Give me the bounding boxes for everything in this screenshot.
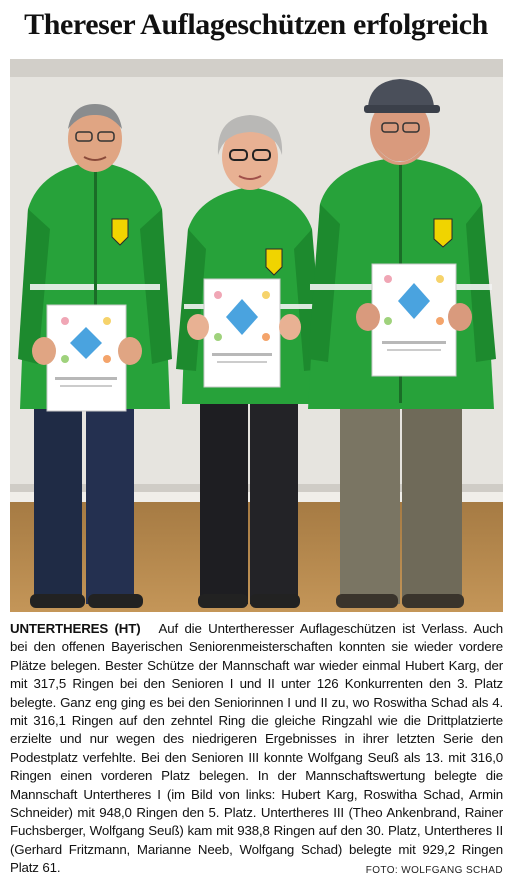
team-photo bbox=[10, 59, 503, 612]
article-paragraph bbox=[10, 620, 503, 878]
article-body: Auf die Untertheresser Auflageschützen ist Verlass. Auch bei den offenen Bayerischen Seniorenmeisterschaften konnten sie wieder vordere Plätze belegen. Bester Schütze der Mannschaft war wieder einmal Hubert Karg, der mit 317,5 Ringen bei den Senioren I und II unter 126 Konkurrenten den 3. Platz belegte. Ganz eng ging es bei den Seniorinnen I und II zu, wo Roswitha Schad als 4. mit 316,1 Ringen auf den zehntel Ring die gleiche Ringzahl wie die Drittplatzierte erzielte und nur wegen des niedrigeren Ergebnisses in ihrer letzten Serie den Podestplatz verfehlte. Bei den Senioren III konnte Wolfgang Seuß als 13. mit 316,0 Ringen einen vorderen Platz belegen. In der Mannschaftswertung belegte die Mannschaft Untertheres I (im Bild von links: Hubert Karg, Roswitha Schad, Armin Schneider) mit 948,0 Ringen den 5. Platz. Untertheres III (Theo Ankenbrand, Rainer Fuchsberger, Wolfgang Seuß) kam mit 938,8 Ringen auf den 30. Platz, Untertheres II (Gerhard Fritzmann, Marianne Neeb, Wolfgang Schad) belegte mit 929,2 Ringen Platz 61. bbox=[10, 621, 503, 876]
headline: Thereser Auflageschützen erfolgreich bbox=[24, 8, 488, 41]
photo-credit: FOTO: WOLFGANG SCHAD bbox=[360, 865, 503, 876]
dateline: UNTERTHERES (HT) bbox=[10, 621, 141, 636]
photo-illustration bbox=[10, 59, 503, 612]
article-text bbox=[10, 620, 503, 878]
